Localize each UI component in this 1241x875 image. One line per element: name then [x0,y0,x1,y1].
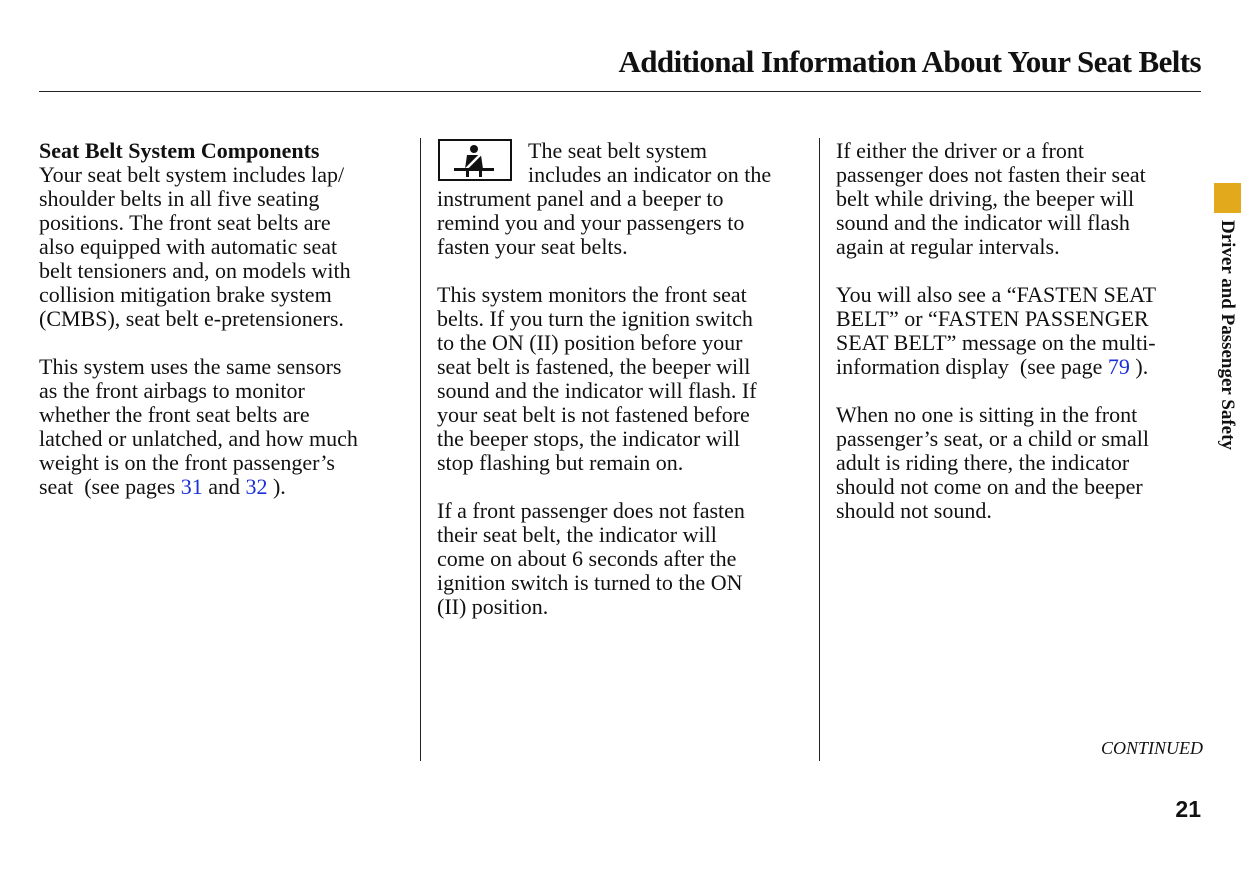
text-line: (CMBS), seat belt e-pretensioners. [39,306,344,331]
text-line: collision mitigation brake system [39,282,332,307]
text-line [39,475,358,499]
paragraph [437,139,771,187]
page-link-79[interactable]: 79 [1107,354,1130,379]
text-line: If a front passenger does not fasten [437,498,745,523]
text-line: You will also see a “FASTEN SEAT [836,282,1157,307]
text-line: sound and the indicator will flash [836,210,1130,235]
text: information display (see page [836,354,1108,379]
text-line: come on about 6 seconds after the [437,546,737,571]
text-line: The seat belt system [528,138,708,163]
page-number: 21 [1175,796,1201,822]
text-line: the beeper stops, the indicator will [437,426,741,451]
text-line: as the front airbags to monitor [39,378,305,403]
text: ). [1129,354,1149,379]
paragraph [39,355,358,475]
column-2 [437,139,771,619]
paragraph [836,403,1156,523]
text-line: This system uses the same sensors [39,354,342,379]
text-line: instrument panel and a beeper to [437,186,724,211]
text-line: BELT” or “FASTEN PASSENGER [836,306,1149,331]
section-side-label: Driver and Passenger Safety [1217,220,1238,450]
text: and [202,474,246,499]
text-line: again at regular intervals. [836,234,1060,259]
text-line: This system monitors the front seat [437,282,747,307]
text-line: When no one is sitting in the front [836,402,1138,427]
paragraph [836,283,1156,355]
text-line: SEAT BELT” message on the multi- [836,330,1156,355]
paragraph [437,187,771,259]
text-line: fasten your seat belts. [437,234,628,259]
text-line: belt tensioners and, on models with [39,258,351,283]
text-line: weight is on the front passenger’s [39,450,335,475]
paragraph [39,163,358,331]
text-line: their seat belt, the indicator will [437,522,717,547]
text-line: your seat belt is not fastened before [437,402,750,427]
text-line: ignition switch is turned to the ON [437,570,743,595]
text-line: sound and the indicator will flash. If [437,378,757,403]
text-line: also equipped with automatic seat [39,234,338,259]
text-line: should not come on and the beeper [836,474,1143,499]
page-link-32[interactable]: 32 [245,474,268,499]
column-divider [420,138,421,761]
text-line: positions. The front seat belts are [39,210,331,235]
text-line: passenger does not fasten their seat [836,162,1146,187]
text-line: stop flashing but remain on. [437,450,684,475]
text-line: adult is riding there, the indicator [836,450,1130,475]
text-line: shoulder belts in all five seating [39,186,320,211]
paragraph [437,499,771,619]
text-line: passenger’s seat, or a child or small [836,426,1150,451]
text: seat (see pages [39,474,181,499]
text-line: belts. If you turn the ignition switch [437,306,753,331]
text-line: should not sound. [836,498,992,523]
page-link-31[interactable]: 31 [180,474,203,499]
section-tab-marker [1214,183,1241,213]
text: ). [267,474,286,499]
header-rule [39,91,1201,92]
text-line: seat belt is fastened, the beeper will [437,354,751,379]
paragraph [836,139,1156,259]
section-heading: Seat Belt System Components [39,138,320,163]
continued-label: CONTINUED [1100,738,1203,758]
paragraph [437,283,771,475]
text-line: remind you and your passengers to [437,210,745,235]
page-title: Additional Information About Your Seat Belts [618,44,1201,79]
text-line: Your seat belt system includes lap/ [39,162,345,187]
column-divider [819,138,820,761]
text-line: to the ON (II) position before your [437,330,743,355]
text-line: whether the front seat belts are [39,402,310,427]
text-line: If either the driver or a front [836,138,1084,163]
text-line: latched or unlatched, and how much [39,426,358,451]
text-line: (II) position. [437,594,549,619]
column-3 [836,139,1156,523]
text-line: belt while driving, the beeper will [836,186,1135,211]
column-1 [39,139,358,499]
text-line [836,355,1156,379]
text-line: includes an indicator on the [528,162,772,187]
